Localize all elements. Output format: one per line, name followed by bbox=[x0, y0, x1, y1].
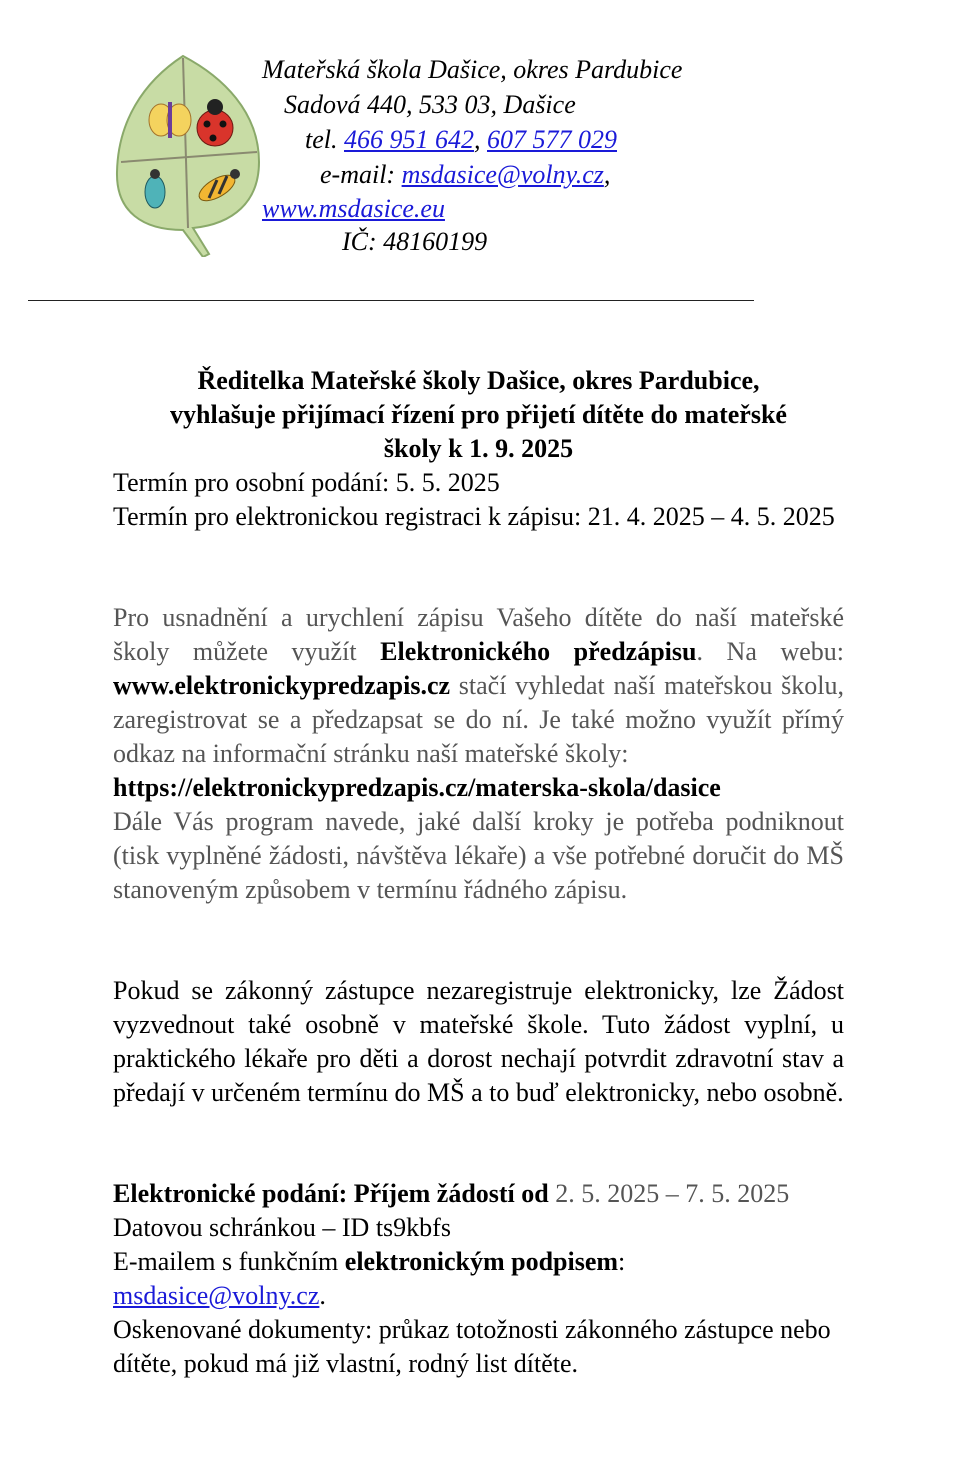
title-line-2: vyhlašuje přijímací řízení pro přijetí dítěte do mateřské bbox=[170, 400, 787, 429]
ico-number: IČ: 48160199 bbox=[342, 227, 488, 256]
email-line bbox=[320, 160, 610, 190]
email-colon: : bbox=[618, 1247, 626, 1276]
predzapis-direct-url[interactable] bbox=[113, 771, 844, 805]
para1-text-1: Pro usnadnění a urychlení zápisu Vašeho dítěte do naší mateřské školy můžete využít bbox=[113, 603, 844, 666]
scanned-documents-text: Oskenované dokumenty: průkaz totožnosti zákonného zástupce nebo dítěte, pokud má již vlastní, rodný list dítěte. bbox=[113, 1315, 831, 1378]
para1-text-2: . Na webu: bbox=[696, 637, 844, 666]
email-signature-line bbox=[113, 1245, 844, 1279]
email-prefix: E-mailem s funkčním bbox=[113, 1247, 345, 1276]
tel-label: tel. bbox=[305, 125, 344, 154]
submission-email-link[interactable]: msdasice@volny.cz bbox=[113, 1281, 320, 1310]
email-dot: . bbox=[319, 1281, 326, 1310]
email-label: e-mail: bbox=[320, 160, 402, 189]
school-address: Sadová 440, 533 03, Dašice bbox=[284, 90, 576, 119]
email-suffix: , bbox=[603, 160, 611, 189]
predzapis-url-text[interactable]: https://elektronickypredzapis.cz/materska-skola/dasice bbox=[113, 773, 721, 802]
para1-text-3: stačí vyhledat naší mateřskou školu, zaregistrovat se a předzapsat se do ní. Je také možno využít přímý odkaz na informační stránku naší mateřské školy: bbox=[113, 671, 844, 768]
phone-link-2[interactable]: 607 577 029 bbox=[487, 125, 617, 154]
header-divider bbox=[28, 300, 754, 301]
announcement-title bbox=[113, 364, 844, 466]
email-address-line bbox=[113, 1279, 844, 1313]
preregistration-paragraph bbox=[113, 601, 844, 907]
preregistration-text bbox=[113, 601, 844, 771]
para1-bold-1: Elektronického předzápisu bbox=[380, 637, 697, 666]
butterfly-icon bbox=[149, 102, 191, 138]
electronic-submission-block bbox=[113, 1177, 844, 1381]
phone-link-1[interactable]: 466 951 642 bbox=[344, 125, 474, 154]
predzapis-web-link[interactable]: www.elektronickypredzapis.cz bbox=[113, 671, 451, 700]
phone-line bbox=[305, 125, 617, 155]
phone-separator: , bbox=[474, 125, 487, 154]
email-bold: elektronickým podpisem bbox=[344, 1247, 619, 1276]
databox-line: Datovou schránkou – ID ts9kbfs bbox=[113, 1213, 451, 1242]
web-line bbox=[262, 194, 445, 224]
term-electronic: Termín pro elektronickou registraci k zápisu: 21. 4. 2025 – 4. 5. 2025 bbox=[113, 502, 835, 531]
title-line-3: školy k 1. 9. 2025 bbox=[383, 434, 574, 463]
title-line-1: Ředitelka Mateřské školy Dašice, okres Pardubice, bbox=[197, 366, 760, 395]
term-personal: Termín pro osobní podání: 5. 5. 2025 bbox=[113, 468, 500, 497]
electronic-dates: 2. 5. 2025 – 7. 5. 2025 bbox=[548, 1179, 790, 1208]
school-logo-leaf bbox=[113, 52, 263, 257]
school-name: Mateřská škola Dašice, okres Pardubice bbox=[262, 55, 683, 84]
terms-block bbox=[113, 466, 844, 534]
program-steps-text: Dále Vás program navede, jaké další kroky je potřeba podniknout (tisk vyplněné žádosti, návštěva lékaře) a vše potřebné doručit do MŠ stanoveným způsobem v termínu řádného zápisu. bbox=[113, 807, 844, 904]
website-link[interactable]: www.msdasice.eu bbox=[262, 194, 445, 223]
electronic-submission-dates bbox=[113, 1177, 844, 1211]
paper-application-paragraph: Pokud se zákonný zástupce nezaregistruje elektronicky, lze Žádost vyzvednout také osobně v mateřské škole. Tuto žádost vyplní, u praktického lékaře pro děti a dorost nechají potvrdit zdravotní stav a předají v určeném termínu do MŠ a to buď elektronicky, nebo osobně. bbox=[113, 976, 844, 1107]
header-email-link[interactable]: msdasice@volny.cz bbox=[401, 160, 604, 189]
electronic-label: Elektronické podání: Příjem žádostí od bbox=[113, 1179, 549, 1208]
